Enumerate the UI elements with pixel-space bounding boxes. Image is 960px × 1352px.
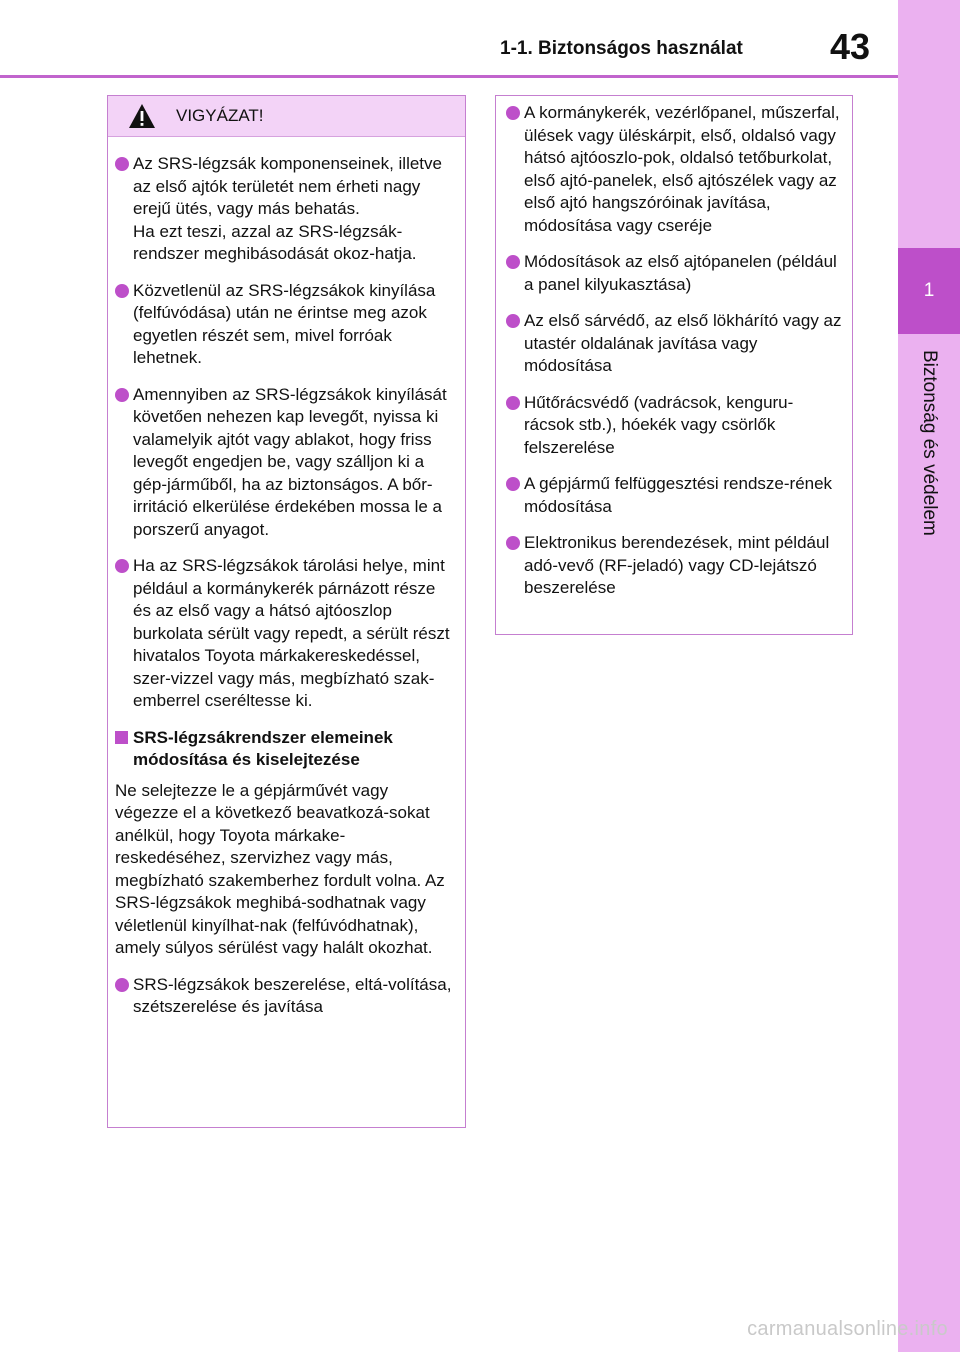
warning-box-continued <box>495 95 853 635</box>
list-item <box>115 280 455 370</box>
list-item <box>506 473 842 518</box>
bullet-icon <box>506 314 520 328</box>
header-divider <box>0 75 898 78</box>
chapter-title: Biztonság és védelem <box>919 350 940 536</box>
warning-header <box>108 96 465 137</box>
list-item <box>115 384 455 542</box>
bullet-icon <box>115 388 129 402</box>
watermark: carmanualsonline.info <box>747 1318 948 1340</box>
list-item <box>506 310 842 378</box>
chapter-sidebar <box>898 0 960 1352</box>
chapter-number: 1 <box>923 280 935 301</box>
bullet-icon <box>506 396 520 410</box>
list-item <box>115 555 455 713</box>
subsection-heading-text: SRS-légzsákrendszer elemeinek módosítása és kiselejtezése <box>133 727 393 769</box>
bullet-icon <box>506 106 520 120</box>
subsection-heading <box>115 727 455 772</box>
list-item <box>115 974 455 1019</box>
list-item-text: Az első sárvédő, az első lökhárító vagy az utastér oldalának javítása vagy módosítása <box>524 311 842 375</box>
bullet-icon <box>115 284 129 298</box>
square-bullet-icon <box>115 731 128 744</box>
list-item-text: Módosítások az első ajtópanelen (például a panel kilyukasztása) <box>524 252 837 294</box>
list-item-text: Amennyiben az SRS-légzsákok kinyílását követően nehezen kap levegőt, nyissa ki valamelyik ajtót vagy ablakot, hogy friss levegőt engedjen be, vagy szálljon ki a gép-járműből, ha az biztonságos. A bőr-irritáció elkerülése érdekében mossa le a porszerű anyagot. <box>133 384 447 539</box>
list-item <box>506 532 842 600</box>
list-item-text: Ha az SRS-légzsákok tárolási helye, mint például a kormánykerék párnázott része és az első vagy a hátsó ajtóoszlop burkolata sérült vagy repedt, a sérült részt hivatalos Toyota márkakereskedéssel, szer-vizzel vagy más, megbízható szak-emberrel cseréltesse ki. <box>133 556 450 710</box>
body-paragraph: Ne selejtezze le a gépjárművét vagy végezze el a következő beavatkozá-sokat anélkül, hogy Toyota márkake-reskedéséhez, szervizhez vagy más, megbízható szakemberhez fordult volna. Az SRS-légzsákok meghibá-sodhatnak vagy véletlenül kinyílhat-nak (felfúvódhatnak), amely súlyos sérülést vagy halált okozhat. <box>115 780 445 957</box>
chapter-number-tab <box>898 248 960 334</box>
list-item <box>506 392 842 460</box>
warning-box <box>107 95 466 1128</box>
list-item <box>115 153 455 266</box>
list-item-text: Elektronikus berendezések, mint például adó-vevő (RF-jeladó) vagy CD-lejátszó beszerelése <box>524 533 830 597</box>
list-item-text: SRS-légzsákok beszerelése, eltá-volítása, szétszerelése és javítása <box>133 974 452 1016</box>
bullet-icon <box>506 255 520 269</box>
list-item-text: A kormánykerék, vezérlőpanel, műszerfal, ülések vagy üléskárpit, első, oldalsó vagy hátsó ajtóoszlo-pok, oldalsó tetőburkolat, első ajtó-panelek, első ajtószélek vagy az első ajtó hangszóróinak javítása, módosítása vagy cseréje <box>524 103 840 235</box>
warning-content <box>108 137 465 1019</box>
list-item-text: Hűtőrácsvédő (vadrácsok, kenguru-rácsok stb.), hóekék vagy csörlők felszerelése <box>524 392 794 457</box>
list-item-text: A gépjármű felfüggesztési rendsze-rének módosítása <box>524 474 833 516</box>
list-item <box>506 251 842 296</box>
bullet-icon <box>115 559 129 573</box>
list-item-text: Az SRS-légzsák komponenseinek, illetve az első ajtók területét nem érheti nagy erejű ütés, vagy más behatás. Ha ezt teszi, azzal az SRS-légzsák-rendszer meghibásodását okoz-hatja. <box>133 154 442 263</box>
list-item-text: Közvetlenül az SRS-légzsákok kinyílása (felfúvódása) után ne érintse meg azok egyetlen részét sem, mivel forróak lehetnek. <box>133 280 436 367</box>
warning-triangle-icon <box>128 103 156 129</box>
section-title: 1-1. Biztonságos használat <box>500 38 743 59</box>
list-item <box>506 102 842 237</box>
bullet-icon <box>115 978 129 992</box>
page-number: 43 <box>830 26 871 67</box>
warning-content-continued <box>496 96 852 600</box>
bullet-icon <box>115 157 129 171</box>
warning-heading: VIGYÁZAT! <box>176 106 264 125</box>
bullet-icon <box>506 536 520 550</box>
bullet-icon <box>506 477 520 491</box>
